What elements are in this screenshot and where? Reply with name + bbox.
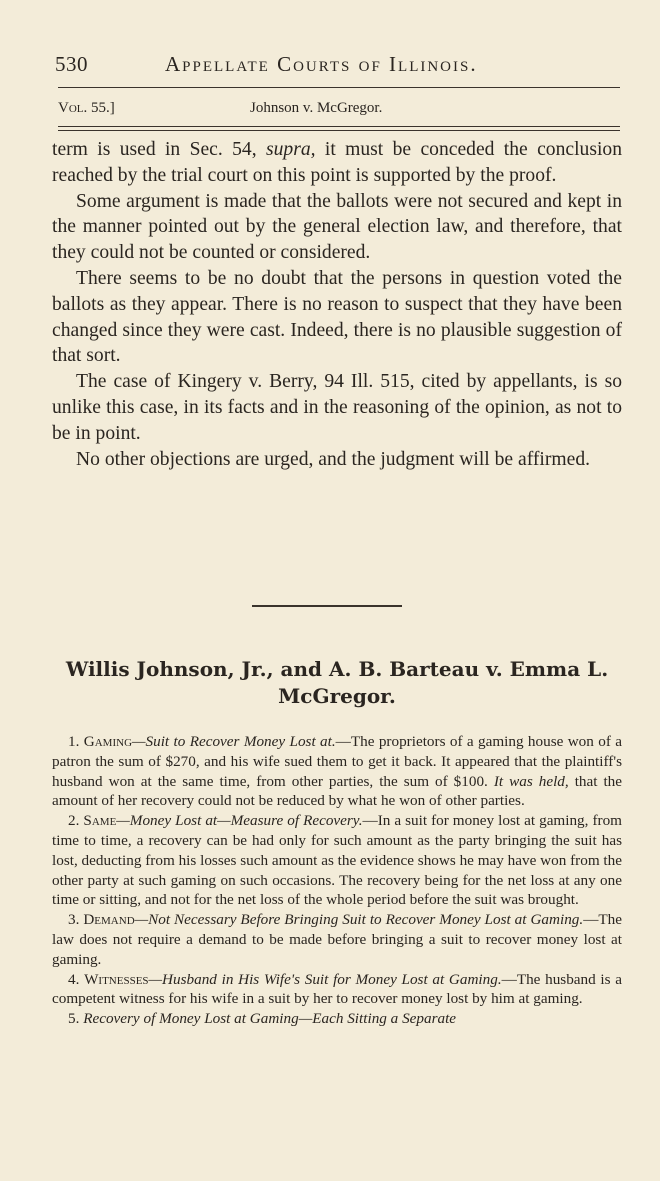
headnote-text: —The husband is a competent witness for his wife in a suit by her to recover money lost by him at gaming.	[52, 970, 623, 1008]
headnote-text: —In a suit for money lost at gaming, from time to time, a recovery can be had only for such amount as the party bringing the suit has lost, deducting from his losses such amount as the evidence shows he may have won from the other party at such gaming on such occasions. The recovery being for the net loss at any one time or sitting, and not for the net loss of the whole period before the suit was brought.	[52, 812, 622, 909]
headnote-subtopic: —Suit to Recover Money Lost at.	[132, 733, 336, 750]
headnote-topic: Witnesses	[84, 970, 149, 988]
running-title: Appellate Courts of Illinois.	[165, 52, 478, 76]
paragraph-1-text-b: it must be conceded the conclusion reached by the trial court on this point is supported by the proof.	[52, 139, 622, 186]
headnote-1	[52, 732, 622, 811]
headnote-topic: Gaming	[83, 733, 133, 750]
paragraph-4: The case of Kingery v. Berry, 94 Ill. 515, cited by appellants, is so unlike this case, in its facts and in the reasoning of the opinion, as not to be in point.	[52, 371, 622, 444]
opinion-text	[52, 137, 622, 472]
header-rule	[58, 87, 620, 88]
caption-rule-thick	[58, 130, 620, 131]
headnote-number: 5.	[68, 1010, 80, 1028]
case-title: Willis Johnson, Jr., and A. B. Barteau v. Emma L. McGregor.	[65, 657, 609, 708]
headnote-topic: Same	[83, 812, 117, 830]
headnote-number: 3.	[68, 911, 80, 929]
paragraph-2: Some argument is made that the ballots were not secured and kept in the manner pointed out by the general election law, and therefore, that they could not be counted or considered.	[52, 190, 622, 264]
headnote-subtopic: Recovery of Money Lost at Gaming—Each Sitting a Separate	[83, 1010, 457, 1028]
headnotes	[52, 732, 622, 1029]
headnote-subtopic: —Not Necessary Before Bringing Suit to Recover Money Lost at Gaming.	[134, 911, 584, 929]
headnote-5	[52, 1009, 622, 1029]
supra-italic: supra,	[265, 139, 316, 160]
paragraph-5: No other objections are urged, and the judgment will be affirmed.	[76, 448, 591, 470]
headnote-number: 4.	[68, 970, 80, 988]
volume-label: Vol. 55.]	[58, 100, 115, 116]
paragraph-3: There seems to be no doubt that the persons in question voted the ballots as they appear. There is no reason to suspect that they have been changed since they were cast. Indeed, there is no plausible suggestion of that sort.	[52, 267, 622, 367]
paragraph-1-text-a: term is used in Sec. 54,	[52, 139, 266, 160]
section-divider	[252, 605, 402, 607]
headnote-text-2: that the amount of her recovery could not be reduced by what he won of other parties.	[52, 772, 623, 810]
headnote-subtopic: —Husband in His Wife's Suit for Money Lost at Gaming.	[148, 970, 502, 988]
headnote-text: —The proprietors of a gaming house won of a patron the sum of $270, and his wife sued them to get it back. It appeared that the plaintiff's husband won at the same time, from other parties, the sum of $100.	[52, 733, 623, 790]
headnote-subtopic: —Money Lost at—Measure of Recovery.	[116, 812, 363, 830]
headnote-number: 2.	[68, 812, 80, 830]
paragraph-1	[52, 137, 622, 189]
headnote-4	[52, 970, 622, 1010]
headnote-held: It was held,	[493, 772, 569, 790]
caption-rule-thin	[58, 126, 620, 127]
headnote-3	[52, 910, 622, 969]
headnote-2	[52, 811, 622, 910]
page-number: 530	[55, 52, 88, 76]
headnote-text: —The law does not require a demand to be made before bringing a suit to recover money lost at gaming.	[52, 911, 622, 968]
headnote-number: 1.	[68, 733, 80, 750]
case-caption: Johnson v. McGregor.	[250, 100, 383, 116]
headnote-topic: Demand	[83, 911, 135, 929]
